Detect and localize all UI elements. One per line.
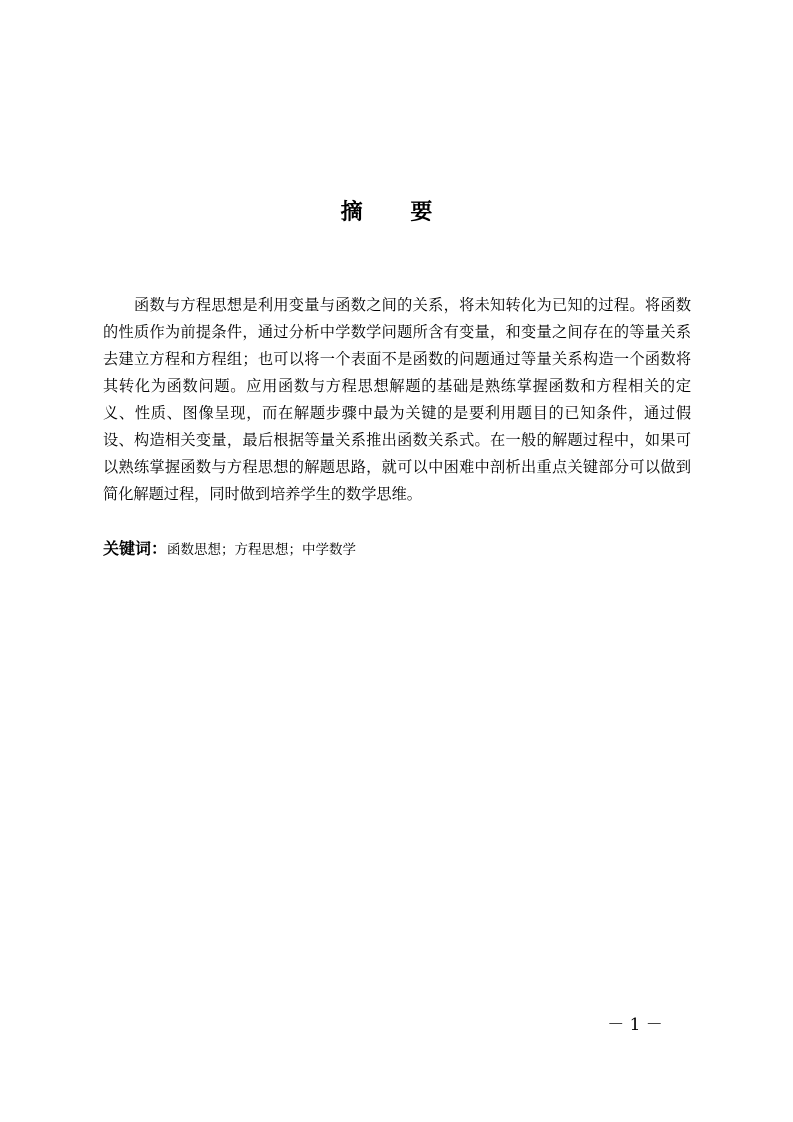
keywords-label: 关键词： — [103, 539, 168, 558]
page-number: － 1 － — [607, 1015, 663, 1035]
keywords-values: 函数思想；方程思想；中学数学 — [167, 542, 357, 558]
abstract-title: 摘 要 — [340, 200, 453, 225]
abstract-body: 函数与方程思想是利用变量与函数之间的关系，将未知转化为已知的过程。将函数的性质作为前提条件，通过分析中学数学问题所含有变量，和变量之间存在的等量关系去建立方程和方程组；也可以将一个表面不是函数的问题通过等量关系构造一个函数将其转化为函数问题。应用函数与方程思想解题的基础是熟练掌握函数和方程相关的定义、性质、图像呈现，而在解题步骤中最为关键的是要利用题目的已知条件，通过假设、构造相关变量，最后根据等量关系推出函数关系式。在一般的解题过程中，如果可以熟练掌握函数与方程思想的解题思路，就可以中困难中剖析出重点关键部分可以做到简化解题过程，同时做到培养学生的数学思维。 — [103, 296, 691, 503]
keywords-line — [103, 535, 691, 564]
